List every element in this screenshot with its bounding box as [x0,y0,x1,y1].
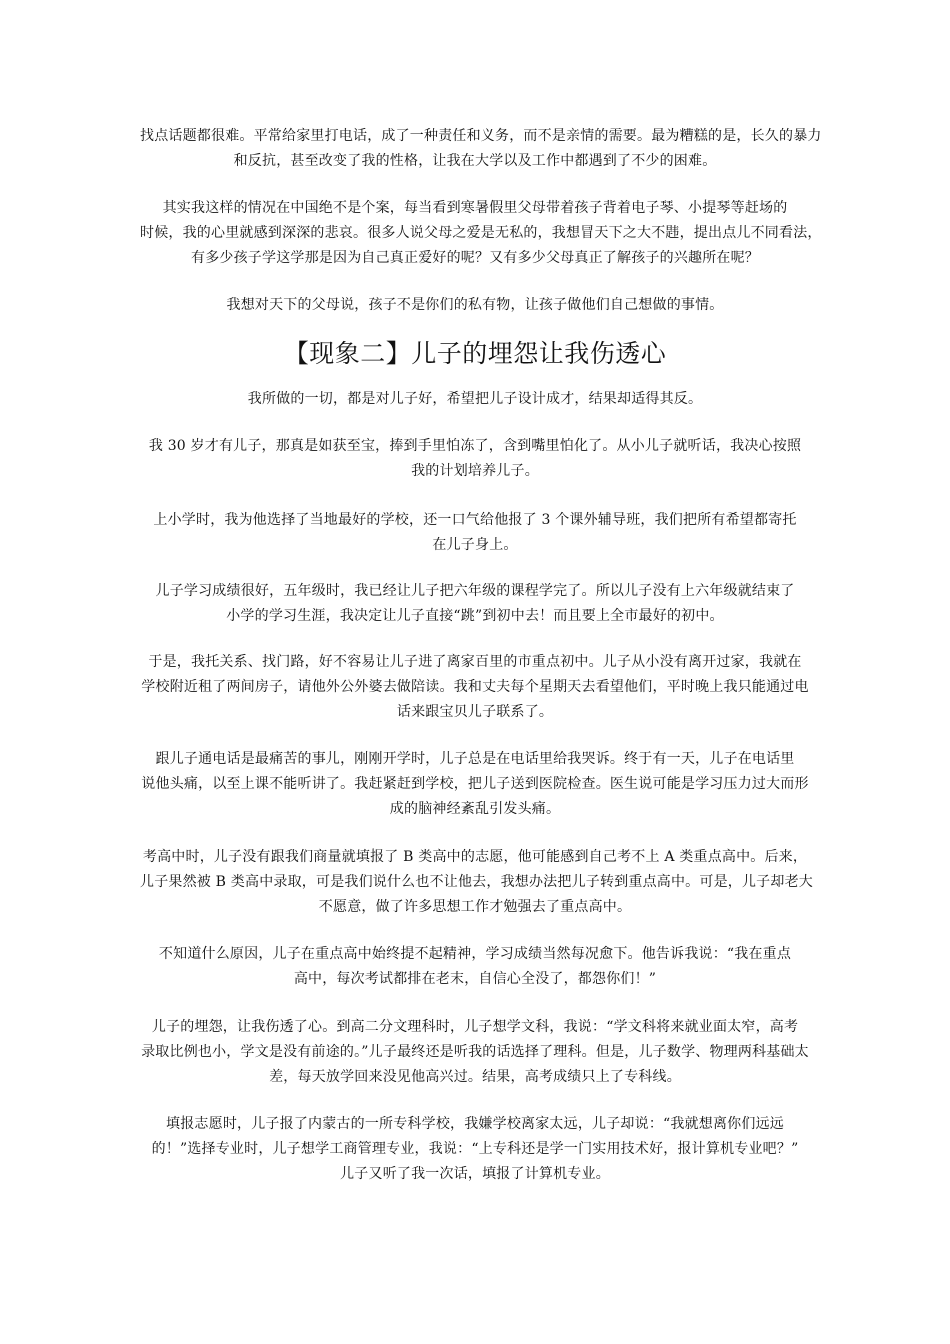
paragraph-line: 跟儿子通电话是最痛苦的事儿，刚刚开学时，儿子总是在电话里给我哭诉。终于有一天，儿子在电话里 [155,751,795,767]
paragraph-line: 高中，每次考试都排在老末，自信心全没了，都怨你们！” [293,971,657,987]
paragraph-8 [140,650,810,725]
paragraph-line: 我想对天下的父母说，孩子不是你们的私有物，让孩子做他们自己想做的事情。 [226,297,724,313]
paragraph-13 [140,1112,810,1187]
paragraph-line: 时候，我的心里就感到深深的悲哀。很多人说父母之爱是无私的，我想冒天下之大不韪，提出点儿不同看法， [140,225,822,241]
paragraph-2 [140,196,822,271]
paragraph-line: 找点话题都很难。平常给家里打电话，成了一种责任和义务，而不是亲情的需要。最为糟糕的是，长久的暴力 [140,128,822,144]
paragraph-line: 和反抗，甚至改变了我的性格，让我在大学以及工作中都遇到了不少的困难。 [233,153,717,169]
paragraph-line: 话来跟宝贝儿子联系了。 [396,704,554,720]
paragraph-line: 成的脑神经紊乱引发头痛。 [389,801,561,817]
paragraph-7 [140,579,810,629]
paragraph-line: 录取比例也小，学文是没有前途的。”儿子最终还是听我的话选择了理科。但是，儿子数学、物理两科基础太 [141,1044,809,1060]
paragraph-line: 考高中时，儿子没有跟我们商量就填报了 B 类高中的志愿，他可能感到自己考不上 A 类重点高中。后来， [142,849,808,865]
paragraph-line: 于是，我托关系、找门路，好不容易让儿子进了离家百里的市重点初中。儿子从小没有离开过家，我就在 [148,654,802,670]
paragraph-10 [140,845,813,920]
paragraph-6 [140,508,810,558]
paragraph-line: 我 30 岁才有儿子，那真是如获至宝，捧到手里怕冻了，含到嘴里怕化了。从小儿子就听话，我决心按照 [148,438,802,454]
paragraph-line: 的！”选择专业时，儿子想学工商管理专业，我说：“上专科还是学一门实用技术好，报计算机专业吧？” [151,1141,799,1157]
paragraph-line: 填报志愿时，儿子报了内蒙古的一所专科学校，我嫌学校离家太远，儿子却说：“我就想离你们远远 [166,1116,784,1132]
paragraph-line: 上小学时，我为他选择了当地最好的学校，还一口气给他报了 3 个课外辅导班，我们把所有希望都寄托 [153,512,797,528]
paragraph-line: 在儿子身上。 [432,537,518,553]
paragraph-line: 差，每天放学回来没见他高兴过。结果，高考成绩只上了专科线。 [269,1069,681,1085]
paragraph-line: 我所做的一切，都是对儿子好，希望把儿子设计成才，结果却适得其反。 [247,391,703,407]
paragraph-line: 小学的学习生涯，我决定让儿子直接“跳”到初中去！而且要上全市最好的初中。 [226,608,724,624]
paragraph-line: 说他头痛，以至上课不能听讲了。我赶紧赶到学校，把儿子送到医院检查。医生说可能是学习压力过大而形 [141,776,809,792]
paragraph-12 [140,1015,810,1090]
paragraph-line: 儿子学习成绩很好，五年级时，我已经让儿子把六年级的课程学完了。所以儿子没有上六年级就结束了 [155,583,795,599]
paragraph-line: 有多少孩子学这学那是因为自己真正爱好的呢？又有多少父母真正了解孩子的兴趣所在呢？ [191,250,759,266]
paragraph-1 [140,124,822,174]
paragraph-line: 其实我这样的情况在中国绝不是个案，每当看到寒暑假里父母带着孩子背着电子琴、小提琴等赶场的 [162,200,788,216]
paragraph-3 [140,293,810,318]
paragraph-line: 儿子的埋怨，让我伤透了心。到高二分文理科时，儿子想学文科，我说：“学文科将来就业面太窄，高考 [151,1019,799,1035]
paragraph-line: 我的计划培养儿子。 [411,463,539,479]
paragraph-line: 儿子果然被 B 类高中录取，可是我们说什么也不让他去，我想办法把儿子转到重点高中。可是，儿子却老大 [140,874,813,890]
section-heading: 【现象二】儿子的埋怨让我伤透心 [283,339,667,368]
paragraph-line: 不愿意，做了许多思想工作才勉强去了重点高中。 [318,899,632,915]
paragraph-9 [140,747,810,822]
paragraph-5 [140,434,810,484]
paragraph-11 [140,942,810,992]
paragraph-line: 儿子又听了我一次话，填报了计算机专业。 [340,1166,610,1182]
paragraph-line: 学校附近租了两间房子，请他外公外婆去做陪读。我和丈夫每个星期天去看望他们，平时晚上我只能通过电 [141,679,809,695]
paragraph-4 [140,387,810,412]
paragraph-line: 不知道什么原因，儿子在重点高中始终提不起精神，学习成绩当然每况愈下。他告诉我说：“我在重点 [158,946,792,962]
